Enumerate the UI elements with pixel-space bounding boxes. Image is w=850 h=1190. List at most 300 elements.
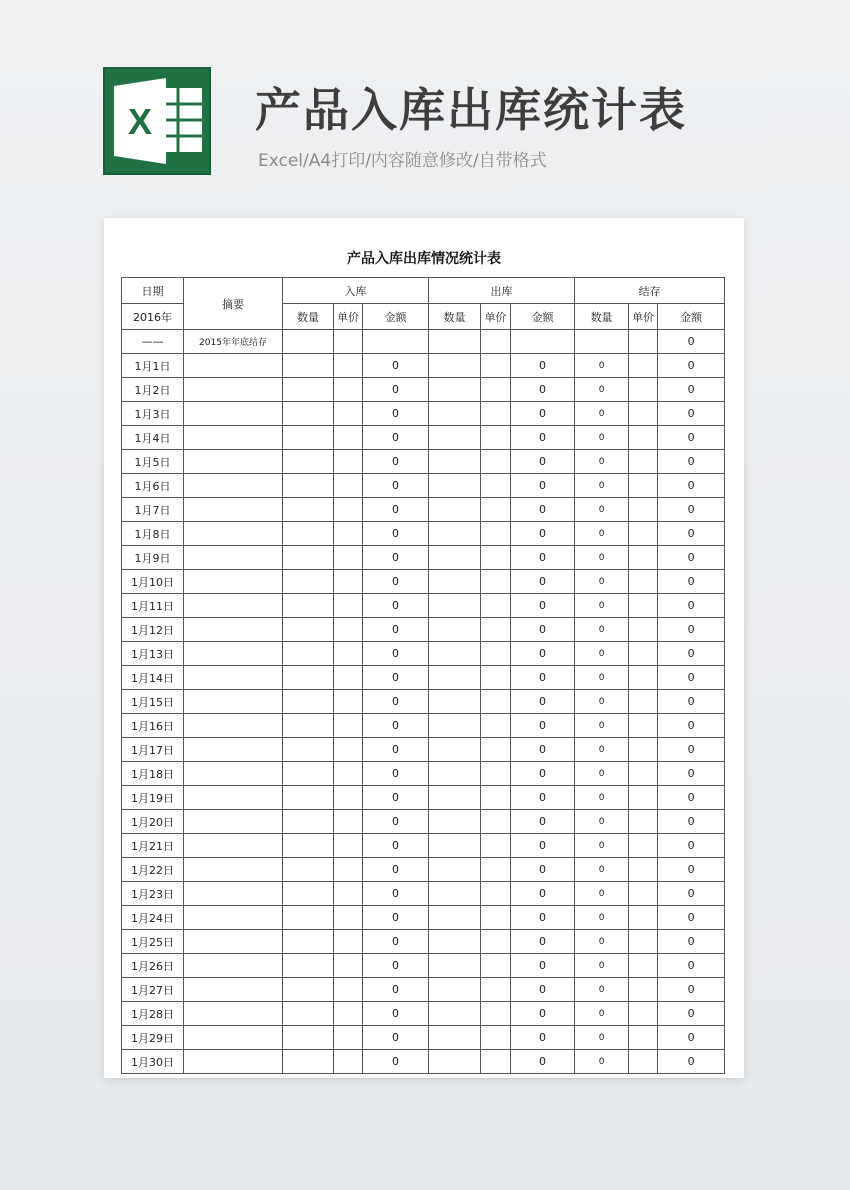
table-cell [629,786,658,810]
table-cell [481,834,511,858]
table-cell: 0 [363,354,429,378]
table-cell [481,570,511,594]
table-row [122,786,725,810]
table-cell: 0 [511,882,575,906]
table-cell: 0 [658,666,725,690]
table-cell [481,402,511,426]
table-cell: 1月13日 [122,642,184,666]
table-row [122,1026,725,1050]
table-cell [481,546,511,570]
table-cell: 0 [511,594,575,618]
table-cell: 0 [511,498,575,522]
table-cell [481,354,511,378]
table-cell [184,666,283,690]
table-cell [429,546,481,570]
table-cell: 1月18日 [122,762,184,786]
table-cell: 0 [658,954,725,978]
table-cell [283,906,334,930]
table-cell [629,882,658,906]
table-cell: 0 [658,474,725,498]
table-cell: 0 [363,426,429,450]
table-cell [184,882,283,906]
table-cell: 0 [575,642,629,666]
table-cell [184,930,283,954]
table-cell [429,978,481,1002]
table-cell [429,354,481,378]
table-row [122,498,725,522]
table-cell [429,570,481,594]
table-cell: 0 [575,498,629,522]
table-cell [334,666,363,690]
table-cell: 0 [575,930,629,954]
table-row [122,570,725,594]
table-cell [629,954,658,978]
table-cell [481,594,511,618]
table-cell: 0 [363,450,429,474]
table-cell: 2015年年底结存 [184,330,283,354]
table-cell: 0 [658,1050,725,1074]
table-cell: 0 [363,546,429,570]
table-cell: 0 [363,666,429,690]
table-cell: 1月28日 [122,1002,184,1026]
table-cell: 0 [658,402,725,426]
table-cell: 1月1日 [122,354,184,378]
table-cell [429,882,481,906]
table-row [122,402,725,426]
table-cell: 0 [575,1026,629,1050]
table-cell [429,642,481,666]
table-cell [184,426,283,450]
table-cell: 0 [658,378,725,402]
table-cell: 0 [511,642,575,666]
excel-icon [104,68,210,174]
table-row [122,954,725,978]
table-cell [283,498,334,522]
table-cell [283,570,334,594]
table-cell: 0 [363,834,429,858]
table-cell: 0 [511,834,575,858]
table-cell [429,522,481,546]
table-cell [481,810,511,834]
table-row [122,738,725,762]
table-cell [334,906,363,930]
table-cell [184,762,283,786]
table-cell [481,738,511,762]
table-cell: 0 [658,690,725,714]
table-cell [283,1050,334,1074]
table-cell: 0 [658,522,725,546]
table-row [122,1050,725,1074]
table-cell [481,378,511,402]
table-cell [481,978,511,1002]
table-cell: 0 [363,882,429,906]
header-in: 入库 [283,278,429,304]
table-cell [184,858,283,882]
table-cell: 0 [658,858,725,882]
document-sheet [104,218,744,1078]
table-cell: 0 [658,426,725,450]
table-cell [334,834,363,858]
table-cell [481,786,511,810]
table-cell [184,642,283,666]
table-cell [629,906,658,930]
table-cell [429,906,481,930]
table-cell: 1月16日 [122,714,184,738]
table-cell [629,474,658,498]
table-cell: 0 [511,714,575,738]
table-cell [283,1002,334,1026]
table-cell [429,954,481,978]
table-cell [283,834,334,858]
table-cell [334,594,363,618]
table-cell [334,426,363,450]
table-cell [429,858,481,882]
table-cell [184,954,283,978]
table-cell [629,378,658,402]
table-cell: 0 [363,762,429,786]
header-date: 日期 [122,278,184,304]
table-cell [283,474,334,498]
table-cell [334,618,363,642]
table-cell: 0 [575,714,629,738]
table-cell [629,834,658,858]
table-cell: 0 [511,546,575,570]
table-cell: 0 [575,522,629,546]
table-cell [629,546,658,570]
table-cell: 0 [511,666,575,690]
table-cell [184,378,283,402]
table-cell: 0 [511,426,575,450]
table-cell [429,498,481,522]
table-cell [184,1050,283,1074]
header-qty: 数量 [575,304,629,330]
table-cell: 0 [511,690,575,714]
table-cell [429,762,481,786]
table-cell [184,618,283,642]
table-cell: 0 [658,906,725,930]
table-cell: 0 [575,810,629,834]
table-cell [283,618,334,642]
table-cell: 0 [511,378,575,402]
table-cell: 0 [575,594,629,618]
table-cell [184,690,283,714]
inventory-table [121,277,725,1074]
header-qty: 数量 [429,304,481,330]
table-cell: 1月7日 [122,498,184,522]
table-row [122,930,725,954]
table-cell: 0 [363,978,429,1002]
document-title: 产品入库出库情况统计表 [347,251,501,267]
table-cell [334,810,363,834]
table-row [122,450,725,474]
table-cell: 0 [575,738,629,762]
table-cell: 0 [511,1050,575,1074]
table-cell [334,930,363,954]
table-cell [429,930,481,954]
table-cell: 0 [363,906,429,930]
table-cell [184,474,283,498]
table-cell [283,378,334,402]
table-cell: —— [122,330,184,354]
table-cell: 0 [658,738,725,762]
table-cell: 0 [363,1002,429,1026]
table-cell [334,714,363,738]
table-cell [481,906,511,930]
table-cell: 0 [658,546,725,570]
table-cell: 0 [575,834,629,858]
table-cell [184,402,283,426]
table-cell: 1月30日 [122,1050,184,1074]
table-row [122,426,725,450]
table-cell: 0 [511,930,575,954]
table-row [122,810,725,834]
table-cell: 0 [363,522,429,546]
table-cell: 0 [658,450,725,474]
table-cell [283,930,334,954]
table-cell: 0 [363,378,429,402]
table-cell [283,426,334,450]
table-row [122,858,725,882]
table-cell [334,762,363,786]
table-cell: 1月14日 [122,666,184,690]
table-cell: 0 [575,426,629,450]
table-cell: 1月27日 [122,978,184,1002]
table-cell [283,450,334,474]
table-cell: 0 [658,834,725,858]
table-cell [334,570,363,594]
table-cell [429,378,481,402]
header-year: 2016年 [122,304,184,330]
table-cell [334,954,363,978]
table-cell [629,762,658,786]
table-cell: 1月9日 [122,546,184,570]
table-cell [334,378,363,402]
table-cell: 0 [575,402,629,426]
table-cell [429,1026,481,1050]
table-row [122,642,725,666]
table-cell [481,642,511,666]
table-cell: 0 [575,690,629,714]
table-cell: 0 [511,450,575,474]
table-cell: 0 [363,498,429,522]
table-cell: 1月25日 [122,930,184,954]
page-subtitle: Excel/A4打印/内容随意修改/自带格式 [258,151,547,171]
table-cell [283,858,334,882]
table-cell [283,954,334,978]
carry-over-row [122,330,725,354]
table-cell [283,738,334,762]
table-cell [481,762,511,786]
table-cell: 0 [575,762,629,786]
table-cell: 0 [575,978,629,1002]
table-row [122,690,725,714]
table-cell [429,594,481,618]
table-cell: 0 [575,786,629,810]
table-cell: 0 [575,906,629,930]
table-cell [629,978,658,1002]
table-cell [629,810,658,834]
table-cell: 0 [575,354,629,378]
table-cell: 0 [363,618,429,642]
table-cell [429,786,481,810]
table-cell [481,1050,511,1074]
table-cell: 0 [511,618,575,642]
table-cell [184,354,283,378]
table-cell: 0 [511,570,575,594]
table-cell: 0 [575,954,629,978]
table-cell [334,498,363,522]
table-cell: 1月6日 [122,474,184,498]
table-cell [481,1026,511,1050]
table-cell [481,618,511,642]
table-cell: 0 [575,666,629,690]
table-cell: 0 [511,738,575,762]
table-cell: 0 [511,762,575,786]
table-row [122,354,725,378]
table-cell [283,546,334,570]
table-cell [629,642,658,666]
table-cell [184,906,283,930]
table-cell: 0 [511,810,575,834]
page-title: 产品入库出库统计表 [255,83,687,137]
table-cell [334,1050,363,1074]
table-cell [184,810,283,834]
table-cell [283,330,334,354]
table-cell [334,450,363,474]
table-cell: 0 [363,474,429,498]
table-cell [481,714,511,738]
table-cell [334,546,363,570]
table-cell: 0 [511,1026,575,1050]
table-cell [429,474,481,498]
table-cell: 0 [658,1026,725,1050]
table-cell [481,882,511,906]
table-cell: 1月22日 [122,858,184,882]
table-row [122,666,725,690]
table-cell [629,690,658,714]
table-cell: 1月12日 [122,618,184,642]
table-cell [184,786,283,810]
table-row [122,618,725,642]
table-cell: 0 [658,762,725,786]
table-cell: 1月23日 [122,882,184,906]
table-cell: 0 [575,882,629,906]
table-cell: 0 [658,1002,725,1026]
table-cell [629,738,658,762]
table-cell [334,402,363,426]
table-cell: 0 [575,1050,629,1074]
table-cell [334,858,363,882]
table-cell [429,666,481,690]
table-cell [334,1026,363,1050]
table-cell [481,474,511,498]
table-cell [429,834,481,858]
table-cell: 0 [363,1050,429,1074]
table-cell: 0 [363,594,429,618]
table-cell: 0 [363,858,429,882]
table-cell [334,330,363,354]
table-cell [184,498,283,522]
table-cell: 0 [511,954,575,978]
table-row [122,522,725,546]
table-row [122,906,725,930]
table-cell [283,882,334,906]
table-cell [283,714,334,738]
table-cell [184,546,283,570]
table-cell: 0 [658,786,725,810]
table-cell: 0 [511,858,575,882]
table-cell [629,522,658,546]
table-cell: 0 [363,642,429,666]
table-cell [429,810,481,834]
table-cell [283,810,334,834]
table-cell: 0 [363,714,429,738]
table-cell [334,786,363,810]
table-cell [629,498,658,522]
table-row [122,594,725,618]
table-cell [429,618,481,642]
table-cell: 1月8日 [122,522,184,546]
table-cell [629,426,658,450]
table-cell [283,354,334,378]
table-cell: 0 [363,786,429,810]
table-cell [629,1026,658,1050]
table-cell [184,1002,283,1026]
table-cell [481,954,511,978]
table-cell [629,330,658,354]
table-cell [481,930,511,954]
table-cell [429,1002,481,1026]
table-cell [283,690,334,714]
table-cell [629,666,658,690]
table-cell: 0 [575,378,629,402]
table-cell: 0 [511,354,575,378]
table-cell: 1月19日 [122,786,184,810]
table-cell [283,594,334,618]
table-cell [429,714,481,738]
table-row [122,882,725,906]
table-cell [629,594,658,618]
table-cell [184,834,283,858]
table-cell [283,402,334,426]
header-summary: 摘要 [184,278,283,330]
header-row [122,278,725,304]
table-cell [283,666,334,690]
table-cell: 0 [575,450,629,474]
table-cell [184,738,283,762]
table-cell: 1月10日 [122,570,184,594]
table-cell: 0 [363,810,429,834]
table-cell: 0 [363,402,429,426]
table-cell [429,330,481,354]
header-price: 单价 [629,304,658,330]
table-cell [481,330,511,354]
table-cell [429,426,481,450]
table-cell [481,690,511,714]
table-cell: 0 [575,570,629,594]
table-cell [629,1050,658,1074]
table-cell: 0 [511,474,575,498]
table-cell [481,666,511,690]
table-cell [334,642,363,666]
table-cell: 0 [363,930,429,954]
table-cell [481,1002,511,1026]
header-amount: 金额 [363,304,429,330]
table-cell: 0 [658,882,725,906]
table-cell [184,978,283,1002]
table-cell: 1月21日 [122,834,184,858]
header-amount: 金额 [511,304,575,330]
